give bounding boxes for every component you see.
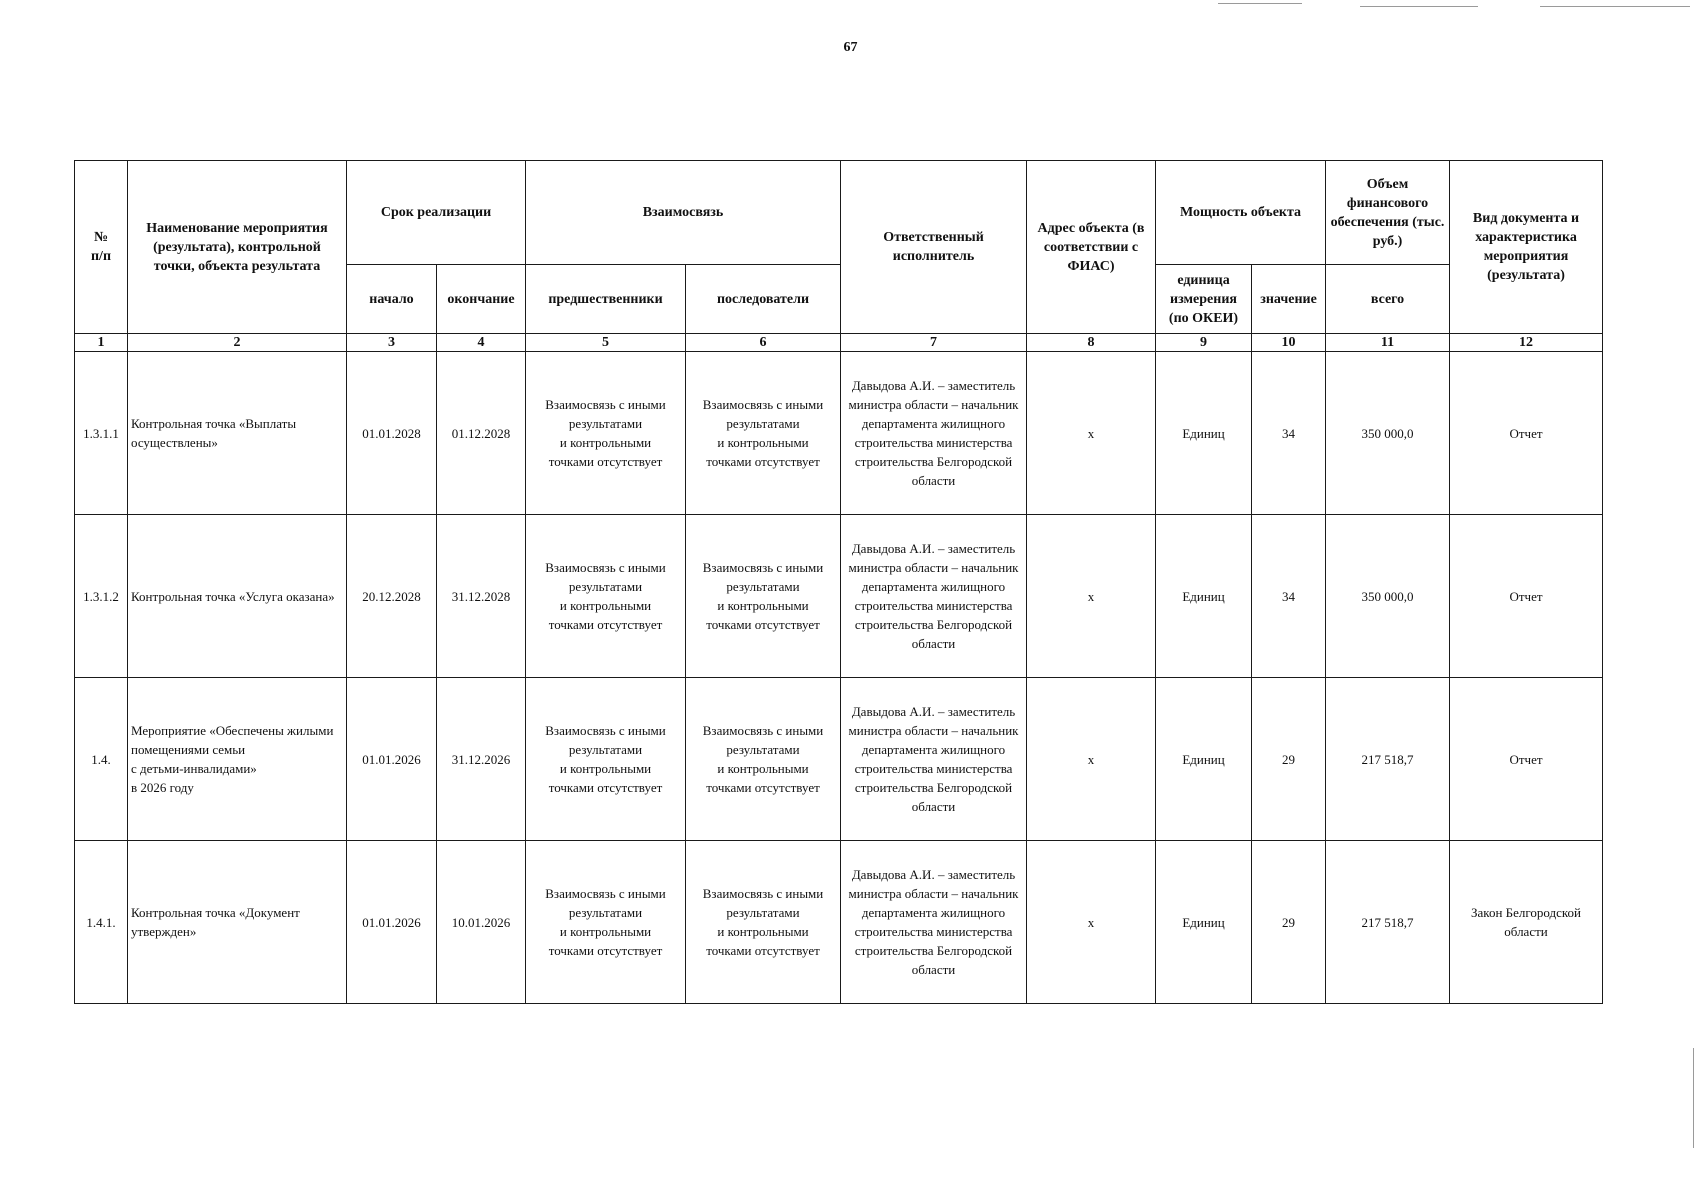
column-number-row xyxy=(75,334,1603,352)
row-unit: Единиц xyxy=(1156,841,1252,1004)
row-start: 20.12.2028 xyxy=(347,515,437,678)
row-responsible: Давыдова А.И. – заместитель министра области – начальник департамента жилищного строительства министерства строительства Белгородской области xyxy=(841,515,1027,678)
column-number: 12 xyxy=(1450,334,1603,352)
row-end: 10.01.2026 xyxy=(437,841,526,1004)
row-predecessors: Взаимосвязь с иными результатами и контрольными точками отсутствует xyxy=(526,841,686,1004)
row-address: х xyxy=(1027,678,1156,841)
row-name: Контрольная точка «Услуга оказана» xyxy=(128,515,347,678)
header-power-unit: единица измерения (по ОКЕИ) xyxy=(1156,265,1252,334)
header-link-pred: предшественники xyxy=(526,265,686,334)
row-name: Контрольная точка «Выплаты осуществлены» xyxy=(128,352,347,515)
row-responsible: Давыдова А.И. – заместитель министра области – начальник департамента жилищного строительства министерства строительства Белгородской области xyxy=(841,352,1027,515)
row-unit: Единиц xyxy=(1156,515,1252,678)
row-value: 29 xyxy=(1252,678,1326,841)
header-power-value: значение xyxy=(1252,265,1326,334)
row-total: 350 000,0 xyxy=(1326,515,1450,678)
scan-artifact-line xyxy=(1360,6,1478,7)
row-predecessors: Взаимосвязь с иными результатами и контрольными точками отсутствует xyxy=(526,678,686,841)
row-successors: Взаимосвязь с иными результатами и контрольными точками отсутствует xyxy=(686,841,841,1004)
column-number: 4 xyxy=(437,334,526,352)
implementation-plan-table xyxy=(74,160,1603,1004)
row-responsible: Давыдова А.И. – заместитель министра области – начальник департамента жилищного строительства министерства строительства Белгородской области xyxy=(841,678,1027,841)
column-number: 10 xyxy=(1252,334,1326,352)
column-number: 5 xyxy=(526,334,686,352)
row-document: Отчет xyxy=(1450,352,1603,515)
row-name: Мероприятие «Обеспечены жилыми помещениями семьи с детьми-инвалидами» в 2026 году xyxy=(128,678,347,841)
row-num: 1.4. xyxy=(75,678,128,841)
row-predecessors: Взаимосвязь с иными результатами и контрольными точками отсутствует xyxy=(526,352,686,515)
column-number: 1 xyxy=(75,334,128,352)
row-address: х xyxy=(1027,515,1156,678)
row-document: Закон Белгородской области xyxy=(1450,841,1603,1004)
row-successors: Взаимосвязь с иными результатами и контрольными точками отсутствует xyxy=(686,515,841,678)
row-end: 31.12.2026 xyxy=(437,678,526,841)
header-term-end: окончание xyxy=(437,265,526,334)
column-number: 2 xyxy=(128,334,347,352)
row-num: 1.4.1. xyxy=(75,841,128,1004)
header-responsible: Ответственный исполнитель xyxy=(841,161,1027,334)
row-value: 29 xyxy=(1252,841,1326,1004)
header-name: Наименование мероприятия (результата), контрольной точки, объекта результата xyxy=(128,161,347,334)
row-num: 1.3.1.1 xyxy=(75,352,128,515)
row-total: 217 518,7 xyxy=(1326,841,1450,1004)
row-num: 1.3.1.2 xyxy=(75,515,128,678)
column-number: 3 xyxy=(347,334,437,352)
column-number: 7 xyxy=(841,334,1027,352)
scan-artifact-line xyxy=(1540,6,1690,7)
row-total: 217 518,7 xyxy=(1326,678,1450,841)
scan-artifact-line xyxy=(1693,1048,1694,1148)
column-number: 9 xyxy=(1156,334,1252,352)
header-link-succ: последователи xyxy=(686,265,841,334)
column-number: 8 xyxy=(1027,334,1156,352)
row-start: 01.01.2028 xyxy=(347,352,437,515)
header-financing-total: всего xyxy=(1326,265,1450,334)
row-address: х xyxy=(1027,841,1156,1004)
scan-artifact-line xyxy=(1218,3,1302,4)
header-term-start: начало xyxy=(347,265,437,334)
row-start: 01.01.2026 xyxy=(347,678,437,841)
row-address: х xyxy=(1027,352,1156,515)
header-num: № п/п xyxy=(75,161,128,334)
row-total: 350 000,0 xyxy=(1326,352,1450,515)
header-document: Вид документа и характеристика мероприятия (результата) xyxy=(1450,161,1603,334)
header-row xyxy=(75,161,1603,265)
row-successors: Взаимосвязь с иными результатами и контрольными точками отсутствует xyxy=(686,678,841,841)
row-unit: Единиц xyxy=(1156,352,1252,515)
table-row xyxy=(75,678,1603,841)
row-value: 34 xyxy=(1252,515,1326,678)
row-name: Контрольная точка «Документ утвержден» xyxy=(128,841,347,1004)
header-address: Адрес объекта (в соответствии с ФИАС) xyxy=(1027,161,1156,334)
row-responsible: Давыдова А.И. – заместитель министра области – начальник департамента жилищного строительства министерства строительства Белгородской области xyxy=(841,841,1027,1004)
row-predecessors: Взаимосвязь с иными результатами и контрольными точками отсутствует xyxy=(526,515,686,678)
row-end: 01.12.2028 xyxy=(437,352,526,515)
row-end: 31.12.2028 xyxy=(437,515,526,678)
header-financing: Объем финансового обеспечения (тыс. руб.) xyxy=(1326,161,1450,265)
row-document: Отчет xyxy=(1450,515,1603,678)
row-start: 01.01.2026 xyxy=(347,841,437,1004)
header-power: Мощность объекта xyxy=(1156,161,1326,265)
column-number: 11 xyxy=(1326,334,1450,352)
column-number: 6 xyxy=(686,334,841,352)
table-row xyxy=(75,515,1603,678)
row-document: Отчет xyxy=(1450,678,1603,841)
header-link: Взаимосвязь xyxy=(526,161,841,265)
header-term: Срок реализации xyxy=(347,161,526,265)
page-number: 67 xyxy=(843,40,858,55)
row-successors: Взаимосвязь с иными результатами и контрольными точками отсутствует xyxy=(686,352,841,515)
row-value: 34 xyxy=(1252,352,1326,515)
row-unit: Единиц xyxy=(1156,678,1252,841)
table-row xyxy=(75,352,1603,515)
table-row xyxy=(75,841,1603,1004)
